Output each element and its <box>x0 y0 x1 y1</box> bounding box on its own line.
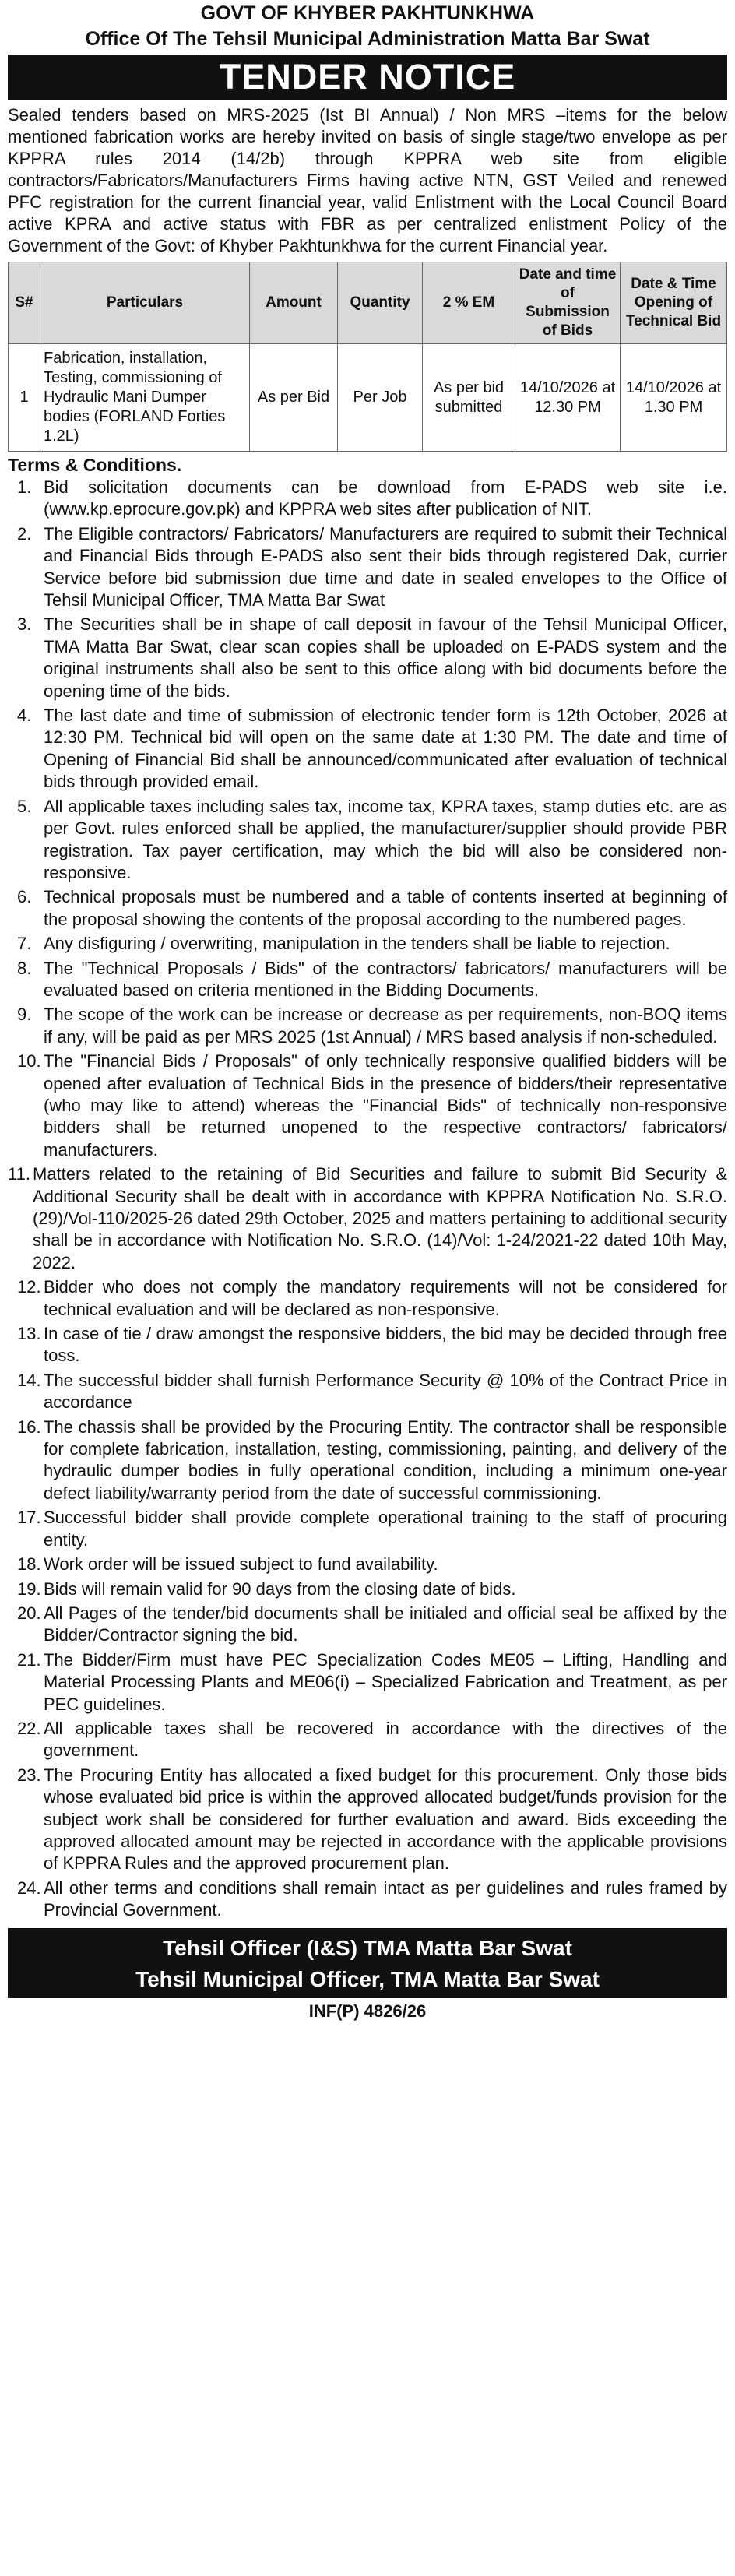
intro-paragraph: Sealed tenders based on MRS-2025 (Ist BI Annual) / Non MRS –items for the below mentioned fabrication works are hereby invited on basis of single stage/two envelope as per KPPRA rules 2014 (14/2b) through KPPRA web site from eligible contractors/Fabricators/Manufacturers Firms having active NTN, GST Veiled and renewed PFC registration for the current financial year, valid Enlistment with the Local Council Board active KPRA and active status with FBR as per centralized enlistment Policy of the Government of the Govt: of Khyber Pakhtunkhwa for the current Financial year. <box>8 105 727 255</box>
col-header-opening: Date & Time Opening of Technical Bid <box>621 262 727 344</box>
table-row <box>9 344 727 452</box>
term-number: 14. <box>17 1370 41 1390</box>
term-number: 22. <box>17 1718 41 1738</box>
term-number: 13. <box>17 1324 41 1344</box>
term-text: All applicable taxes shall be recovered in accordance with the directives of the government. <box>44 1718 727 1761</box>
term-number: 4. <box>17 706 32 726</box>
term-item <box>8 1554 727 1575</box>
cell-quantity: Per Job <box>338 344 423 452</box>
term-item <box>8 1416 727 1505</box>
term-item <box>8 933 727 955</box>
term-item <box>8 1050 727 1161</box>
term-text: The last date and time of submission of electronic tender form is 12th October, 2026 at 12:30 PM. Technical bid will open on the same date at 1:30 PM. The date and time of Opening of Financial Bid shall be announced/communicated after evaluation of technical bids through provided email. <box>44 706 727 792</box>
col-header-submission: Date and time of Submission of Bids <box>515 262 621 344</box>
term-number: 7. <box>17 934 32 954</box>
term-item <box>8 886 727 931</box>
col-header-em: 2 % EM <box>423 262 515 344</box>
term-number: 18. <box>17 1554 41 1575</box>
col-header-sno: S# <box>9 262 40 344</box>
term-item <box>8 1004 727 1048</box>
term-number: 11. <box>8 1164 30 1184</box>
term-item <box>8 1578 727 1600</box>
term-item <box>8 614 727 702</box>
term-number: 5. <box>17 796 32 816</box>
term-text: All Pages of the tender/bid documents shall be initialed and official seal be affixed by the Bidder/Contractor signing the bid. <box>44 1603 727 1645</box>
col-header-quantity: Quantity <box>338 262 423 344</box>
term-item <box>8 1603 727 1647</box>
term-text: Successful bidder shall provide complete operational training to the staff of procuring entity. <box>44 1508 727 1550</box>
inf-reference: INF(P) 4826/26 <box>308 2001 427 2021</box>
cell-amount: As per Bid <box>250 344 338 452</box>
term-number: 21. <box>17 1649 41 1670</box>
term-text: The chassis shall be provided by the Procuring Entity. The contractor shall be responsible for complete fabrication, installation, testing, commissioning, painting, and delivery of the hydraulic dumper bodies in fully operational condition, including a minimum one-year defect liability/warranty period from the date of successful commissioning. <box>44 1416 727 1503</box>
cell-submission: 14/10/2026 at 12.30 PM <box>515 344 621 452</box>
term-text: Technical proposals must be numbered and a table of contents inserted at beginning of the proposal showing the contents of the proposal according to the numbered pages. <box>44 887 727 929</box>
footer-signature-block <box>8 1928 727 1998</box>
term-text: All other terms and conditions shall remain intact as per guidelines and rules framed by Provincial Government. <box>44 1877 727 1920</box>
term-number: 20. <box>17 1603 41 1623</box>
term-number: 23. <box>17 1765 41 1785</box>
term-number: 2. <box>17 523 32 544</box>
col-header-particulars: Particulars <box>40 262 250 344</box>
term-item <box>8 796 727 885</box>
term-text: Bid solicitation documents can be download from E-PADS web site i.e. (www.kp.eprocure.gov.pk) and KPPRA web sites after publication of NIT. <box>44 477 727 519</box>
tender-notice-banner: TENDER NOTICE <box>8 55 727 100</box>
term-number: 3. <box>17 614 32 635</box>
term-number: 19. <box>17 1578 41 1599</box>
cell-sno: 1 <box>9 344 40 452</box>
term-number: 17. <box>17 1508 41 1528</box>
term-text: Any disfiguring / overwriting, manipulation in the tenders shall be liable to rejection. <box>44 934 670 954</box>
term-text: Bids will remain valid for 90 days from the closing date of bids. <box>44 1578 516 1599</box>
term-number: 6. <box>17 887 32 907</box>
term-item <box>8 523 727 612</box>
term-text: The "Financial Bids / Proposals" of only technically responsive qualified bidders will be opened after evaluation of Technical Bids in the presence of bidders/their representative (who may like to attend) whereas the "Financial Bids" of technically non-responsive bidders shall be returned unopened to the respective contractors/ fabricators/ manufacturers. <box>44 1051 727 1160</box>
term-number: 10. <box>17 1051 41 1072</box>
term-text: The Eligible contractors/ Fabricators/ Manufacturers are required to submit their Technical and Financial Bids through E-PADS also sent their bids through registered Dak, currier Service before bid submission due time and date in sealed envelopes to the Office of Tehsil Municipal Officer, TMA Matta Bar Swat <box>44 523 727 611</box>
term-number: 12. <box>17 1277 41 1297</box>
term-text: Bidder who does not comply the mandatory requirements will not be considered for technical evaluation and will be declared as non-responsive. <box>44 1277 727 1319</box>
term-item <box>8 1370 727 1414</box>
term-item <box>8 1323 727 1367</box>
footer-officer-2: Tehsil Municipal Officer, TMA Matta Bar Swat <box>135 1966 600 1991</box>
cell-opening: 14/10/2026 at 1.30 PM <box>621 344 727 452</box>
term-item <box>8 1877 727 1922</box>
term-item <box>8 705 727 794</box>
term-number: 16. <box>17 1416 41 1437</box>
tender-table <box>8 262 727 452</box>
term-item <box>8 1163 727 1274</box>
term-item <box>8 1718 727 1762</box>
table-header-row <box>9 262 727 344</box>
cell-em: As per bid submitted <box>423 344 515 452</box>
term-text: In case of tie / draw amongst the responsive bidders, the bid may be decided through free toss. <box>44 1324 727 1366</box>
term-text: The "Technical Proposals / Bids" of the contractors/ fabricators/ manufacturers will be evaluated based on criteria mentioned in the Bidding Documents. <box>44 958 727 1000</box>
term-text: All applicable taxes including sales tax, income tax, KPRA taxes, stamp duties etc. are as per Govt. rules enforced shall be applied, the manufacturer/supplier should provide PBR registration. Tax payer certification, may which the bid will also be considered non-responsive. <box>44 796 727 882</box>
term-text: Work order will be issued subject to fund availability. <box>44 1554 438 1575</box>
cell-particulars: Fabrication, installation, Testing, commissioning of Hydraulic Mani Dumper bodies (FORLAND Forties 1.2L) <box>40 344 250 452</box>
term-number: 8. <box>17 958 32 978</box>
term-text: Matters related to the retaining of Bid Securities and failure to submit Bid Security & Additional Security shall be dealt with in accordance with KPPRA Notification No. S.R.O. (29)/Vol-110/2025-26 dated 29th October, 2025 and matters pertaining to additional security shall be in accordance with Notification No. S.R.O. (14)/Vol: 1-24/2021-22 dated 10th May, 2022. <box>33 1164 727 1272</box>
term-text: The successful bidder shall furnish Performance Security @ 10% of the Contract Price in accordance <box>44 1370 727 1413</box>
col-header-amount: Amount <box>250 262 338 344</box>
term-item <box>8 1507 727 1551</box>
footer-officer-1: Tehsil Officer (I&S) TMA Matta Bar Swat <box>163 1935 572 1960</box>
term-text: The Procuring Entity has allocated a fixed budget for this procurement. Only those bids whose evaluated bid price is within the approved allocated budget/funds provision for the subject work shall be considered for further evaluation and award. Bids exceeding the approved allocated amount may be rejected in accordance with the applicable provisions of KPPRA Rules and the approved procurement plan. <box>44 1765 727 1874</box>
term-text: The Securities shall be in shape of call deposit in favour of the Tehsil Municipal Officer, TMA Matta Bar Swat, clear scan copies shall be uploaded on E-PADS system and the original instruments shall also be sent to this office along with bid documents before the opening time of the bids. <box>44 614 727 701</box>
term-number: 9. <box>17 1005 32 1025</box>
term-item <box>8 1649 727 1716</box>
term-item <box>8 477 727 521</box>
term-number: 1. <box>17 477 32 497</box>
terms-list <box>8 477 727 1922</box>
term-number: 24. <box>17 1877 41 1898</box>
govt-heading: GOVT OF KHYBER PAKHTUNKHWA <box>200 2 535 24</box>
term-text: The scope of the work can be increase or decrease as per requirements, non-BOQ items if any, will be paid as per MRS 2025 (1st Annual) / MRS based analysis if non-scheduled. <box>44 1005 727 1047</box>
office-heading: Office Of The Tehsil Municipal Administration Matta Bar Swat <box>85 28 650 50</box>
term-item <box>8 1765 727 1875</box>
term-item <box>8 958 727 1002</box>
term-text: The Bidder/Firm must have PEC Specialization Codes ME05 – Lifting, Handling and Material Processing Plants and ME06(i) – Specialized Fabrication and Treatment, as per PEC guidelines. <box>44 1649 727 1714</box>
term-item <box>8 1276 727 1321</box>
terms-title: Terms & Conditions. <box>8 455 182 475</box>
